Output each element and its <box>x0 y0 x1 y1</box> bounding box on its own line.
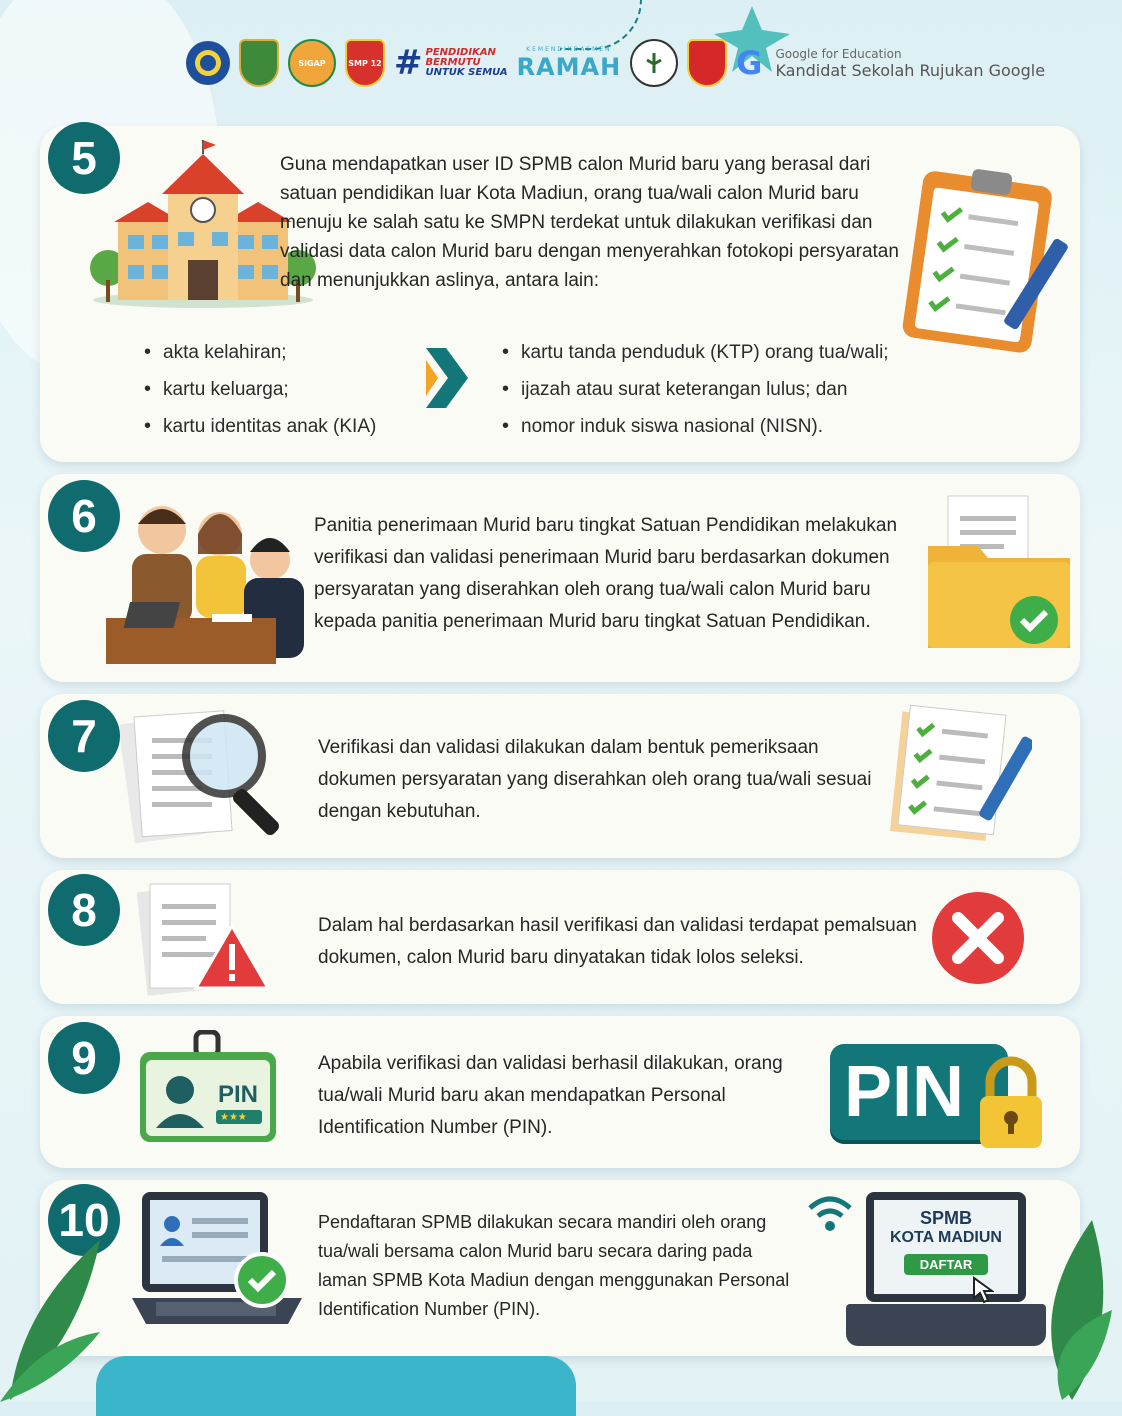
step-card-5 <box>40 126 1080 462</box>
step-7-text: Verifikasi dan validasi dilakukan dalam bentuk pemeriksaan dokumen persyaratan yang diserahkan oleh orang tua/wali sesuai dengan kebutuhan. <box>318 737 872 822</box>
kota-madiun-logo <box>239 39 279 87</box>
kandidat-text: Kandidat Sekolah Rujukan Google <box>775 60 1046 80</box>
step-number: 8 <box>48 874 120 946</box>
list-item: • kartu identitas anak (KIA) <box>144 408 376 445</box>
google-for-education <box>775 47 1045 80</box>
step-card-8 <box>40 870 1080 1004</box>
list-item: • nomor induk siswa nasional (NISN). <box>502 408 889 445</box>
requirements-list-left <box>144 334 376 445</box>
leaf-decoration-right <box>1012 1210 1112 1402</box>
step-9-text: Apabila verifikasi dan validasi berhasil dilakukan, orang tua/wali Murid baru akan mendapatkan Personal Identification Number (PIN). <box>318 1053 783 1138</box>
screen-subtitle: KOTA MADIUN <box>890 1229 1002 1246</box>
step-10-text: Pendaftaran SPMB dilakukan secara mandiri oleh orang tua/wali bersama calon Murid baru secara daring pada laman SPMB Kota Madiun dengan menggunakan Personal Identification Number (PIN). <box>318 1212 790 1319</box>
google-for-education-text: Google for Education <box>775 46 902 61</box>
magnifying-document-icon <box>120 704 300 854</box>
badge-pin-label: PIN <box>218 1081 259 1108</box>
adiwiyata-logo <box>630 39 678 87</box>
list-item: • kartu tanda penduduk (KTP) orang tua/wali; <box>502 334 889 371</box>
dindik-sigap-logo: SIGAP <box>288 39 336 87</box>
svg-text:★★★: ★★★ <box>220 1112 247 1123</box>
list-item: • ijazah atau surat keterangan lulus; dan <box>502 371 889 408</box>
ramah-top-text: KEMENDIKDASMEN <box>526 45 612 53</box>
step-number: 6 <box>48 480 120 552</box>
ramah-text: RAMAH <box>516 52 622 81</box>
pin-badge-text: PIN <box>844 1052 965 1132</box>
laptop-profile-icon <box>132 1188 304 1334</box>
ramah-logo <box>517 46 622 81</box>
step-card-10 <box>40 1180 1080 1356</box>
step-card-7 <box>40 694 1080 858</box>
clipboard-checklist-icon <box>898 164 1068 354</box>
reject-x-icon <box>930 890 1026 986</box>
chevron-right-icon <box>422 344 472 412</box>
madiun-crest-logo <box>687 39 727 87</box>
step-number: 5 <box>48 122 120 194</box>
id-badge-icon <box>136 1030 286 1146</box>
step-5-text: Guna mendapatkan user ID SPMB calon Murid baru yang berasal dari satuan pendidikan luar Kota Madiun, orang tua/wali calon Murid baru menuju ke salah satu ke SMPN terdekat untuk dilakukan verifikasi dan validasi data calon Murid baru dengan menyerahkan fotokopi persyaratan dan menunjukkan aslinya, antara lain: <box>280 154 899 291</box>
padlock-icon <box>976 1056 1046 1152</box>
leaf-decoration-left <box>0 1230 110 1402</box>
requirements-list-right <box>502 334 889 445</box>
untuk-semua-text: UNTUK SEMUA <box>425 67 508 78</box>
pendidikan-bermutu-logo: # PENDIDIKAN BERMUTU UNTUK SEMUA <box>394 43 508 83</box>
step-number: 10 <box>48 1184 120 1256</box>
step-card-9 <box>40 1016 1080 1168</box>
folder-approved-icon <box>924 492 1074 656</box>
step-8-text: Dalam hal berdasarkan hasil verifikasi dan validasi terdapat pemalsuan dokumen, calon Murid baru dinyatakan tidak lolos seleksi. <box>318 915 917 968</box>
screen-title: SPMB <box>919 1208 972 1228</box>
daftar-button[interactable]: DAFTAR <box>904 1254 988 1275</box>
bermutu-text: BERMUTU <box>425 57 481 68</box>
bottom-banner <box>96 1356 576 1416</box>
document-warning-icon <box>136 880 276 1000</box>
kemendikdasmen-logo <box>186 41 230 85</box>
list-item: • akta kelahiran; <box>144 334 376 371</box>
pendidikan-text: PENDIDIKAN <box>425 47 496 58</box>
list-item: • kartu keluarga; <box>144 371 376 408</box>
partner-logos <box>186 36 1045 90</box>
step-number: 9 <box>48 1022 120 1094</box>
cursor-icon <box>972 1276 994 1304</box>
checklist-pen-icon <box>882 702 1032 852</box>
google-logo: G <box>736 44 763 82</box>
smp-12-logo: SMP 12 <box>345 39 385 87</box>
parents-meeting-icon <box>102 490 314 666</box>
step-number: 7 <box>48 700 120 772</box>
step-6-text: Panitia penerimaan Murid baru tingkat Satuan Pendidikan melakukan verifikasi dan validasi penerimaan Murid baru berdasarkan dokumen persyaratan yang diserahkan oleh orang tua/wali calon Murid baru kepada panitia penerimaan Murid baru tingkat Satuan Pendidikan. <box>314 515 898 632</box>
step-card-6 <box>40 474 1080 682</box>
